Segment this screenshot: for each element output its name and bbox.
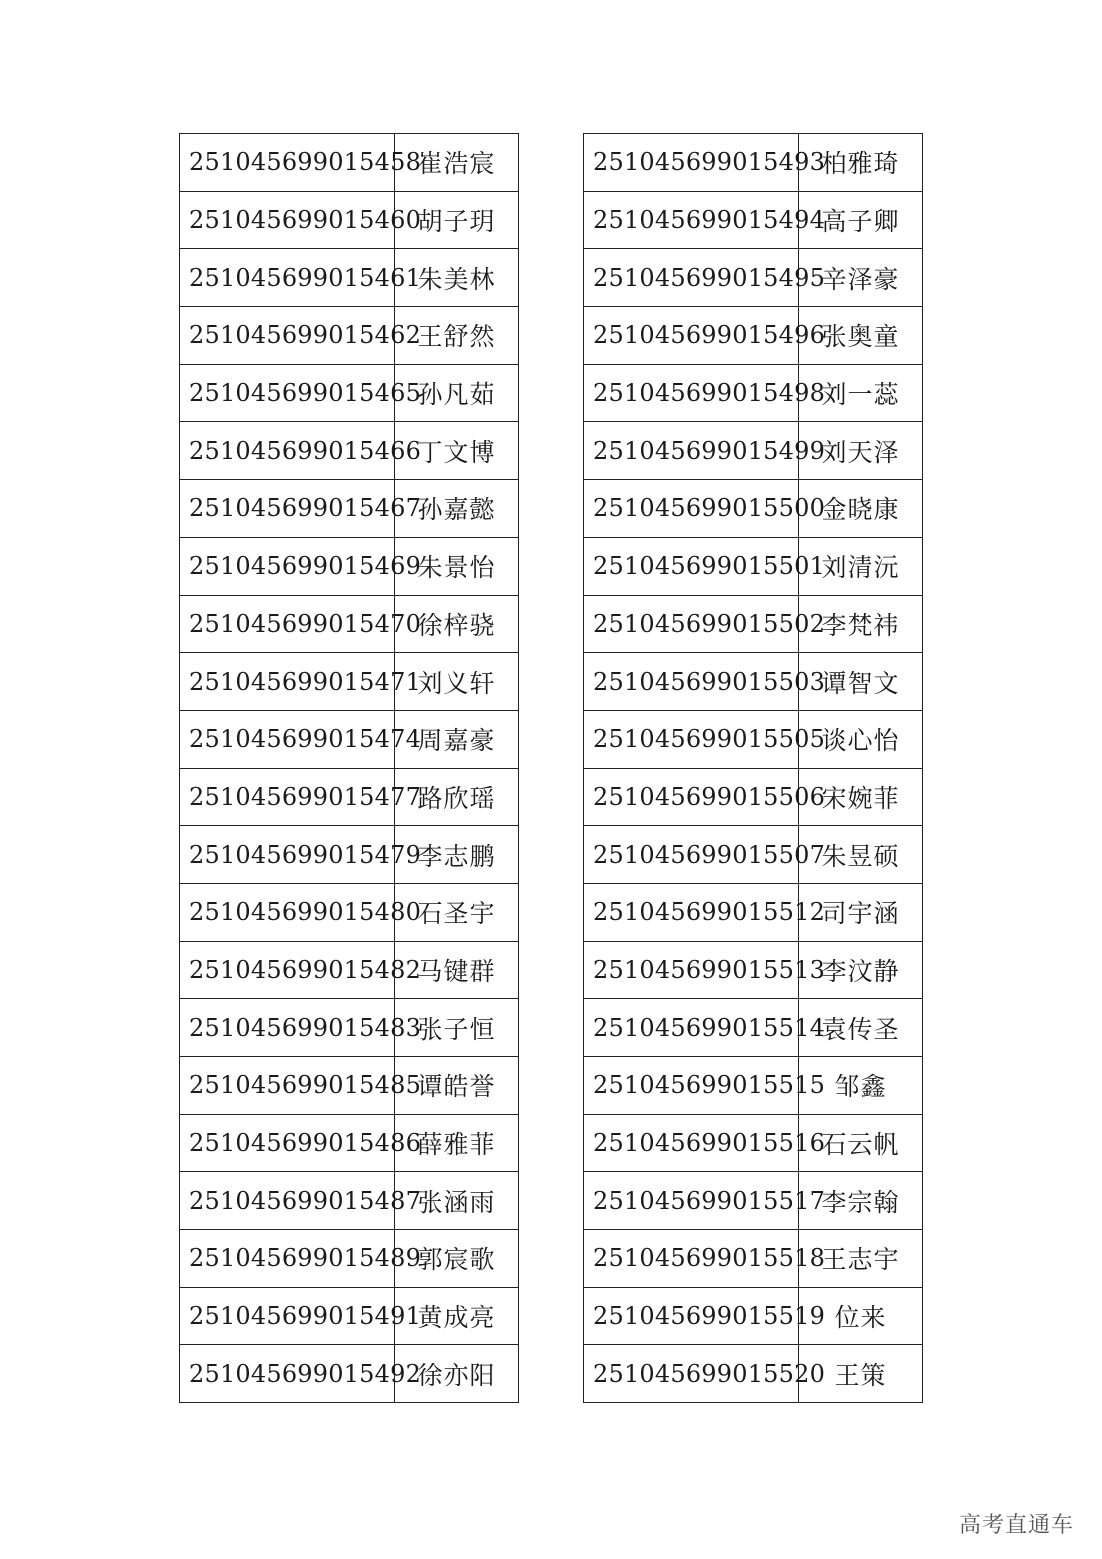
student-name-cell: 刘一蕊	[799, 364, 923, 422]
student-name-cell: 李汶静	[799, 941, 923, 999]
table-row	[584, 710, 923, 768]
exam-number-cell: 251045699015460	[180, 191, 395, 249]
table-row	[180, 1057, 519, 1115]
student-name-cell: 石圣宇	[395, 883, 519, 941]
student-name-cell: 石云帆	[799, 1114, 923, 1172]
table-row	[180, 653, 519, 711]
student-name-cell: 王志宇	[799, 1230, 923, 1288]
exam-number-cell: 251045699015483	[180, 999, 395, 1057]
exam-number-cell: 251045699015486	[180, 1114, 395, 1172]
student-name-cell: 张奥童	[799, 307, 923, 365]
student-name-cell: 王策	[799, 1345, 923, 1403]
exam-number-cell: 251045699015520	[584, 1345, 799, 1403]
exam-number-cell: 251045699015495	[584, 249, 799, 307]
table-row	[584, 1345, 923, 1403]
student-name-cell: 金晓康	[799, 480, 923, 538]
exam-number-cell: 251045699015506	[584, 768, 799, 826]
table-row	[180, 1345, 519, 1403]
student-name-cell: 朱昱硕	[799, 826, 923, 884]
table-row	[180, 307, 519, 365]
table-row	[180, 480, 519, 538]
table-row	[180, 1114, 519, 1172]
student-name-cell: 谭皓誉	[395, 1057, 519, 1115]
exam-number-cell: 251045699015517	[584, 1172, 799, 1230]
exam-number-cell: 251045699015505	[584, 710, 799, 768]
roster-table-left-body	[180, 134, 519, 1403]
table-row	[180, 1172, 519, 1230]
student-name-cell: 孙嘉懿	[395, 480, 519, 538]
student-name-cell: 黄成亮	[395, 1287, 519, 1345]
exam-number-cell: 251045699015493	[584, 134, 799, 192]
table-row	[584, 191, 923, 249]
table-row	[180, 826, 519, 884]
student-name-cell: 张子恒	[395, 999, 519, 1057]
table-row	[584, 941, 923, 999]
table-row	[584, 1114, 923, 1172]
exam-number-cell: 251045699015471	[180, 653, 395, 711]
table-row	[584, 1057, 923, 1115]
table-row	[180, 941, 519, 999]
student-name-cell: 马键群	[395, 941, 519, 999]
exam-number-cell: 251045699015474	[180, 710, 395, 768]
student-name-cell: 司宇涵	[799, 883, 923, 941]
exam-number-cell: 251045699015466	[180, 422, 395, 480]
table-row	[180, 364, 519, 422]
exam-number-cell: 251045699015462	[180, 307, 395, 365]
exam-number-cell: 251045699015461	[180, 249, 395, 307]
table-row	[584, 422, 923, 480]
table-row	[180, 768, 519, 826]
table-row	[180, 1287, 519, 1345]
table-row	[584, 768, 923, 826]
exam-number-cell: 251045699015496	[584, 307, 799, 365]
exam-number-cell: 251045699015499	[584, 422, 799, 480]
exam-number-cell: 251045699015498	[584, 364, 799, 422]
table-row	[584, 883, 923, 941]
roster-table-right	[583, 133, 923, 1403]
table-row	[180, 191, 519, 249]
table-row	[584, 134, 923, 192]
student-name-cell: 孙凡茹	[395, 364, 519, 422]
student-name-cell: 胡子玥	[395, 191, 519, 249]
exam-number-cell: 251045699015487	[180, 1172, 395, 1230]
student-name-cell: 徐亦阳	[395, 1345, 519, 1403]
student-name-cell: 丁文博	[395, 422, 519, 480]
student-name-cell: 崔浩宸	[395, 134, 519, 192]
roster-table-left	[179, 133, 519, 1403]
exam-number-cell: 251045699015514	[584, 999, 799, 1057]
table-row	[584, 480, 923, 538]
student-name-cell: 袁传圣	[799, 999, 923, 1057]
table-row	[180, 422, 519, 480]
student-name-cell: 谭智文	[799, 653, 923, 711]
student-name-cell: 薛雅菲	[395, 1114, 519, 1172]
exam-number-cell: 251045699015477	[180, 768, 395, 826]
exam-number-cell: 251045699015519	[584, 1287, 799, 1345]
student-name-cell: 李梵祎	[799, 595, 923, 653]
exam-number-cell: 251045699015516	[584, 1114, 799, 1172]
exam-number-cell: 251045699015470	[180, 595, 395, 653]
exam-number-cell: 251045699015518	[584, 1230, 799, 1288]
table-row	[584, 1287, 923, 1345]
exam-number-cell: 251045699015502	[584, 595, 799, 653]
exam-number-cell: 251045699015465	[180, 364, 395, 422]
table-row	[584, 537, 923, 595]
student-name-cell: 朱景怡	[395, 537, 519, 595]
student-name-cell: 张涵雨	[395, 1172, 519, 1230]
exam-number-cell: 251045699015501	[584, 537, 799, 595]
student-name-cell: 谈心怡	[799, 710, 923, 768]
table-row	[180, 999, 519, 1057]
table-row	[584, 1230, 923, 1288]
table-row	[180, 134, 519, 192]
student-name-cell: 王舒然	[395, 307, 519, 365]
exam-number-cell: 251045699015489	[180, 1230, 395, 1288]
table-row	[180, 710, 519, 768]
student-name-cell: 刘义轩	[395, 653, 519, 711]
exam-number-cell: 251045699015458	[180, 134, 395, 192]
exam-number-cell: 251045699015492	[180, 1345, 395, 1403]
exam-number-cell: 251045699015479	[180, 826, 395, 884]
table-row	[180, 537, 519, 595]
student-name-cell: 高子卿	[799, 191, 923, 249]
student-name-cell: 朱美林	[395, 249, 519, 307]
table-row	[584, 595, 923, 653]
student-name-cell: 宋婉菲	[799, 768, 923, 826]
exam-number-cell: 251045699015513	[584, 941, 799, 999]
student-name-cell: 位来	[799, 1287, 923, 1345]
student-name-cell: 郭宸歌	[395, 1230, 519, 1288]
exam-number-cell: 251045699015503	[584, 653, 799, 711]
exam-number-cell: 251045699015491	[180, 1287, 395, 1345]
exam-number-cell: 251045699015512	[584, 883, 799, 941]
student-name-cell: 李宗翰	[799, 1172, 923, 1230]
exam-number-cell: 251045699015494	[584, 191, 799, 249]
table-row	[180, 595, 519, 653]
exam-number-cell: 251045699015515	[584, 1057, 799, 1115]
table-row	[584, 249, 923, 307]
watermark-text: 高考直通车	[958, 1513, 1074, 1538]
exam-number-cell: 251045699015480	[180, 883, 395, 941]
student-name-cell: 刘清沅	[799, 537, 923, 595]
table-row	[584, 826, 923, 884]
student-name-cell: 辛泽豪	[799, 249, 923, 307]
table-row	[584, 1172, 923, 1230]
exam-number-cell: 251045699015482	[180, 941, 395, 999]
exam-number-cell: 251045699015485	[180, 1057, 395, 1115]
exam-number-cell: 251045699015469	[180, 537, 395, 595]
table-row	[584, 307, 923, 365]
table-row	[584, 364, 923, 422]
student-name-cell: 周嘉豪	[395, 710, 519, 768]
student-name-cell: 路欣瑶	[395, 768, 519, 826]
student-name-cell: 柏雅琦	[799, 134, 923, 192]
roster-table-right-body	[584, 134, 923, 1403]
table-row	[180, 883, 519, 941]
exam-number-cell: 251045699015467	[180, 480, 395, 538]
table-row	[584, 999, 923, 1057]
table-row	[180, 249, 519, 307]
exam-number-cell: 251045699015507	[584, 826, 799, 884]
student-name-cell: 邹鑫	[799, 1057, 923, 1115]
student-name-cell: 李志鹏	[395, 826, 519, 884]
exam-number-cell: 251045699015500	[584, 480, 799, 538]
student-name-cell: 刘天泽	[799, 422, 923, 480]
student-name-cell: 徐梓骁	[395, 595, 519, 653]
table-row	[584, 653, 923, 711]
table-row	[180, 1230, 519, 1288]
